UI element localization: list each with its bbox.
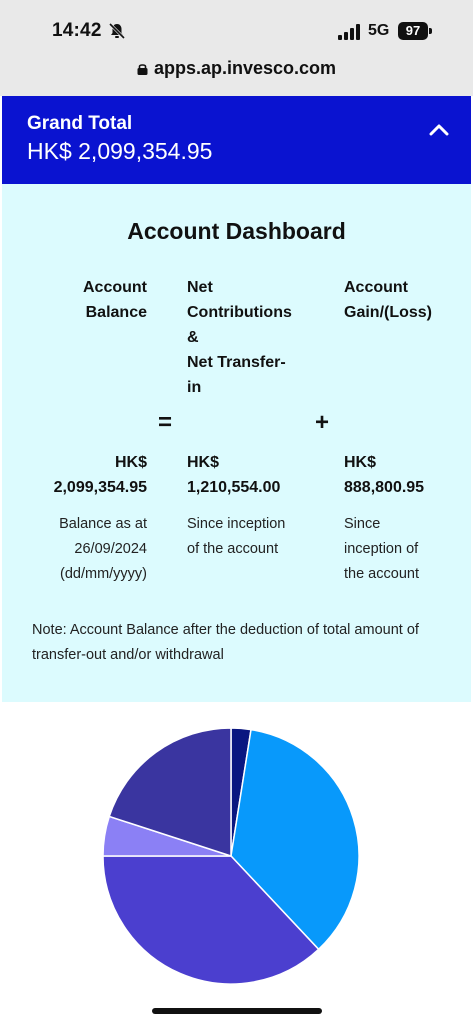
- description-line: 26/09/2024: [74, 541, 147, 557]
- battery-icon: 97: [398, 22, 428, 40]
- plus-sign: +: [315, 409, 330, 436]
- description-line: Since inception: [187, 516, 286, 532]
- signal-icon: [338, 24, 362, 40]
- heading-line: Contributions: [187, 304, 292, 321]
- network-label: 5G: [368, 22, 390, 39]
- dashboard-note: Note: Account Balance after the deduction of total amount of transfer-out and/or withdrawal: [32, 622, 419, 663]
- account-balance-heading: [42, 275, 147, 325]
- amount-value: 1,210,554.00: [187, 479, 281, 496]
- net-contributions-amount: [187, 450, 327, 500]
- description-line: the account: [344, 566, 419, 582]
- currency-label: HK$: [114, 454, 147, 471]
- battery-nub: [429, 28, 432, 34]
- amount-value: 888,800.95: [344, 479, 425, 496]
- currency-label: HK$: [344, 454, 377, 471]
- net-contributions-description: [187, 512, 307, 562]
- heading-line: Net Transfer-: [187, 354, 286, 371]
- heading-line: Net: [187, 279, 213, 296]
- heading-line: Balance: [85, 304, 147, 321]
- bell-muted-icon: [108, 22, 126, 40]
- description-line: of the account: [187, 541, 279, 557]
- description-line: inception of: [344, 541, 419, 557]
- account-balance-amount: [17, 450, 147, 500]
- account-gain-loss-heading: [344, 275, 464, 325]
- net-contributions-heading: [187, 275, 317, 400]
- account-balance-description: [27, 512, 147, 587]
- status-time: 14:42: [52, 20, 102, 41]
- dashboard-title: Account Dashboard: [127, 218, 346, 244]
- url-bar[interactable]: [0, 58, 473, 79]
- grand-total-value: HK$ 2,099,354.95: [27, 138, 213, 164]
- grand-total-label: Grand Total: [27, 113, 133, 134]
- currency-label: HK$: [187, 454, 220, 471]
- status-bar: [0, 0, 473, 96]
- home-indicator[interactable]: [152, 1008, 322, 1014]
- heading-line: Account: [344, 279, 408, 296]
- description-line: Since: [344, 516, 381, 532]
- grand-total-header[interactable]: [2, 96, 471, 184]
- heading-line: Account: [83, 279, 147, 296]
- description-line: (dd/mm/yyyy): [60, 566, 147, 582]
- account-gain-description: [344, 512, 454, 587]
- heading-line: Gain/(Loss): [344, 304, 433, 321]
- url-text: apps.ap.invesco.com: [153, 58, 337, 78]
- heading-line: &: [187, 329, 199, 346]
- account-dashboard: [2, 184, 471, 702]
- heading-line: in: [187, 379, 202, 396]
- equals-sign: =: [158, 409, 173, 436]
- account-gain-amount: [344, 450, 464, 500]
- chevron-up-icon[interactable]: [429, 122, 449, 136]
- allocation-pie-chart[interactable]: [100, 725, 362, 987]
- lock-icon: [137, 63, 148, 75]
- amount-value: 2,099,354.95: [53, 479, 147, 496]
- description-line: Balance as at: [59, 516, 147, 532]
